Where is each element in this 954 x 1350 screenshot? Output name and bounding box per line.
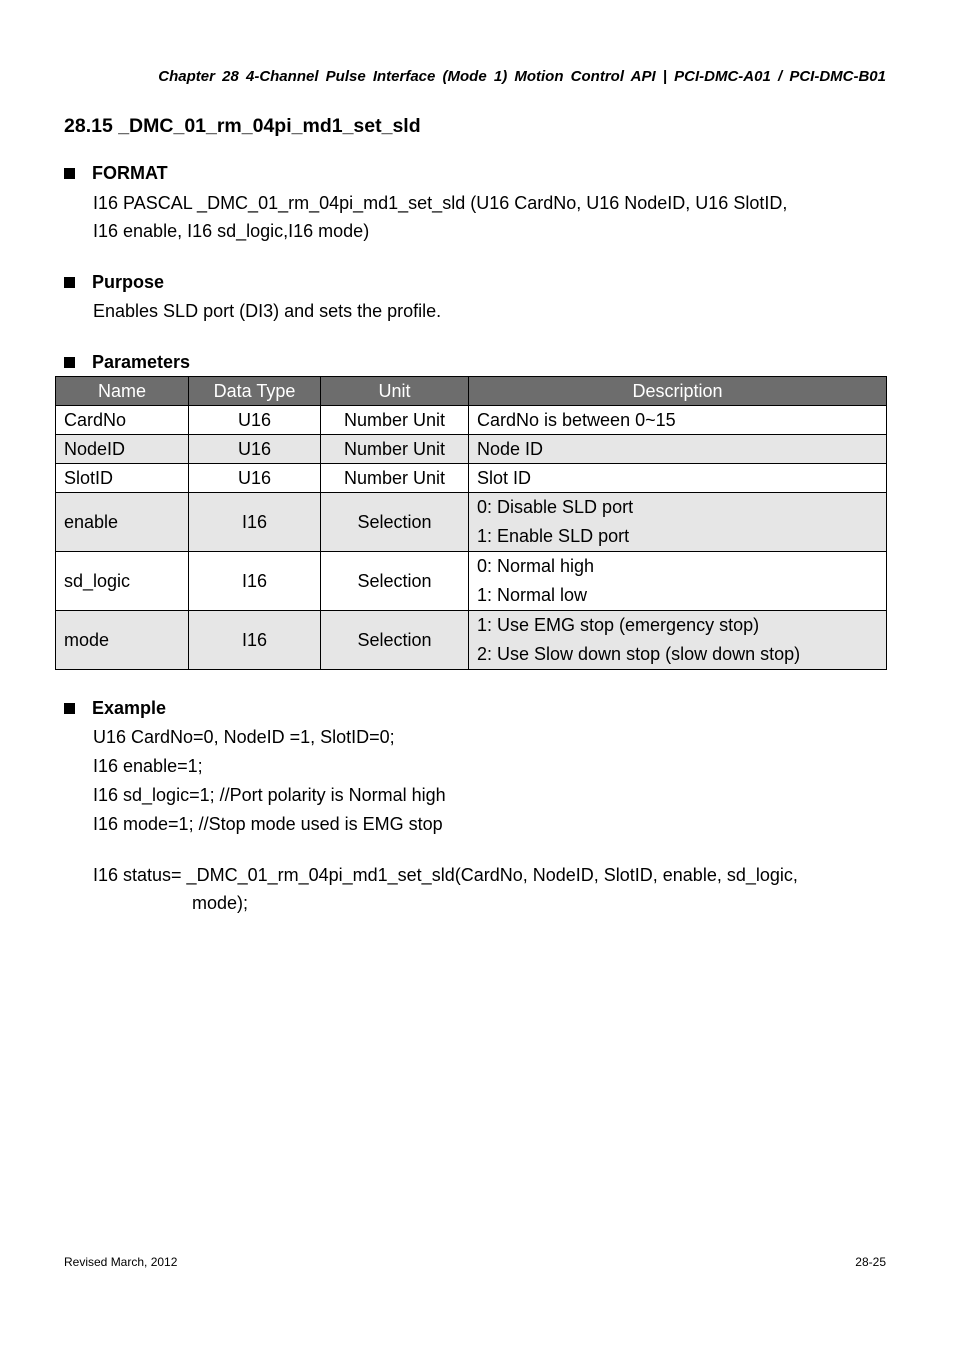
parameters-heading [64,352,190,373]
section-title: 28.15 _DMC_01_rm_04pi_md1_set_sld [64,115,421,137]
bullet-square-icon [64,703,75,714]
table-row [56,611,887,670]
example-call-line-2: mode); [192,893,249,913]
table-row [56,406,887,435]
table-row [56,464,887,493]
column-header-description: Description [469,377,887,406]
param-type: I16 [189,493,321,552]
param-description [469,493,887,552]
table-header-row [56,377,887,406]
example-call-line-1: I16 status= _DMC_01_rm_04pi_md1_set_sld(CardNo, NodeID, SlotID, enable, sd_logic, [93,865,798,885]
param-type: U16 [189,435,321,464]
format-line-2: I16 enable, I16 sd_logic,I16 mode) [93,221,370,241]
bullet-square-icon [64,277,75,288]
param-name: NodeID [56,435,189,464]
param-unit: Number Unit [321,435,469,464]
parameters-table [55,376,887,670]
example-heading [64,698,166,719]
example-line-4: I16 mode=1; //Stop mode used is EMG stop [93,814,443,834]
format-heading-label: FORMAT [92,163,168,183]
param-description-line: 2: Use Slow down stop (slow down stop) [477,644,801,664]
running-header: Chapter 28 4-Channel Pulse Interface (Mode 1) Motion Control API | PCI-DMC-A01 / PCI-DMC-B01 [158,68,886,85]
param-description-line: 1: Normal low [477,585,588,605]
bullet-square-icon [64,357,75,368]
footer-page-number: 28-25 [855,1255,886,1269]
example-heading-label: Example [92,698,167,718]
param-name: CardNo [56,406,189,435]
param-description-line: 0: Disable SLD port [477,497,634,517]
param-unit: Number Unit [321,464,469,493]
column-header-unit: Unit [321,377,469,406]
param-description [469,611,887,670]
purpose-text: Enables SLD port (DI3) and sets the profile. [93,301,442,321]
table-row [56,493,887,552]
footer-revision-date: Revised March, 2012 [64,1255,178,1269]
example-line-1: U16 CardNo=0, NodeID =1, SlotID=0; [93,727,395,747]
purpose-heading-label: Purpose [92,272,165,292]
param-type: I16 [189,611,321,670]
param-unit: Selection [321,611,469,670]
param-description: Slot ID [469,464,887,493]
param-name: SlotID [56,464,189,493]
param-name: enable [56,493,189,552]
param-description [469,552,887,611]
purpose-heading [64,272,164,293]
parameters-heading-label: Parameters [92,352,191,372]
param-type: U16 [189,464,321,493]
param-description-line: 0: Normal high [477,556,595,576]
param-description-line: 1: Enable SLD port [477,526,630,546]
param-description-line: 1: Use EMG stop (emergency stop) [477,615,760,635]
format-line-1: I16 PASCAL _DMC_01_rm_04pi_md1_set_sld (U16 CardNo, U16 NodeID, U16 SlotID, [93,193,788,213]
param-type: U16 [189,406,321,435]
bullet-square-icon [64,168,75,179]
param-description: CardNo is between 0~15 [469,406,887,435]
param-name: mode [56,611,189,670]
param-description: Node ID [469,435,887,464]
format-heading [64,163,168,184]
example-line-3: I16 sd_logic=1; //Port polarity is Normal high [93,785,446,805]
table-row [56,435,887,464]
column-header-name: Name [56,377,189,406]
table-row [56,552,887,611]
column-header-data-type: Data Type [189,377,321,406]
param-unit: Selection [321,552,469,611]
param-unit: Selection [321,493,469,552]
example-line-2: I16 enable=1; [93,756,203,776]
param-type: I16 [189,552,321,611]
param-name: sd_logic [56,552,189,611]
param-unit: Number Unit [321,406,469,435]
